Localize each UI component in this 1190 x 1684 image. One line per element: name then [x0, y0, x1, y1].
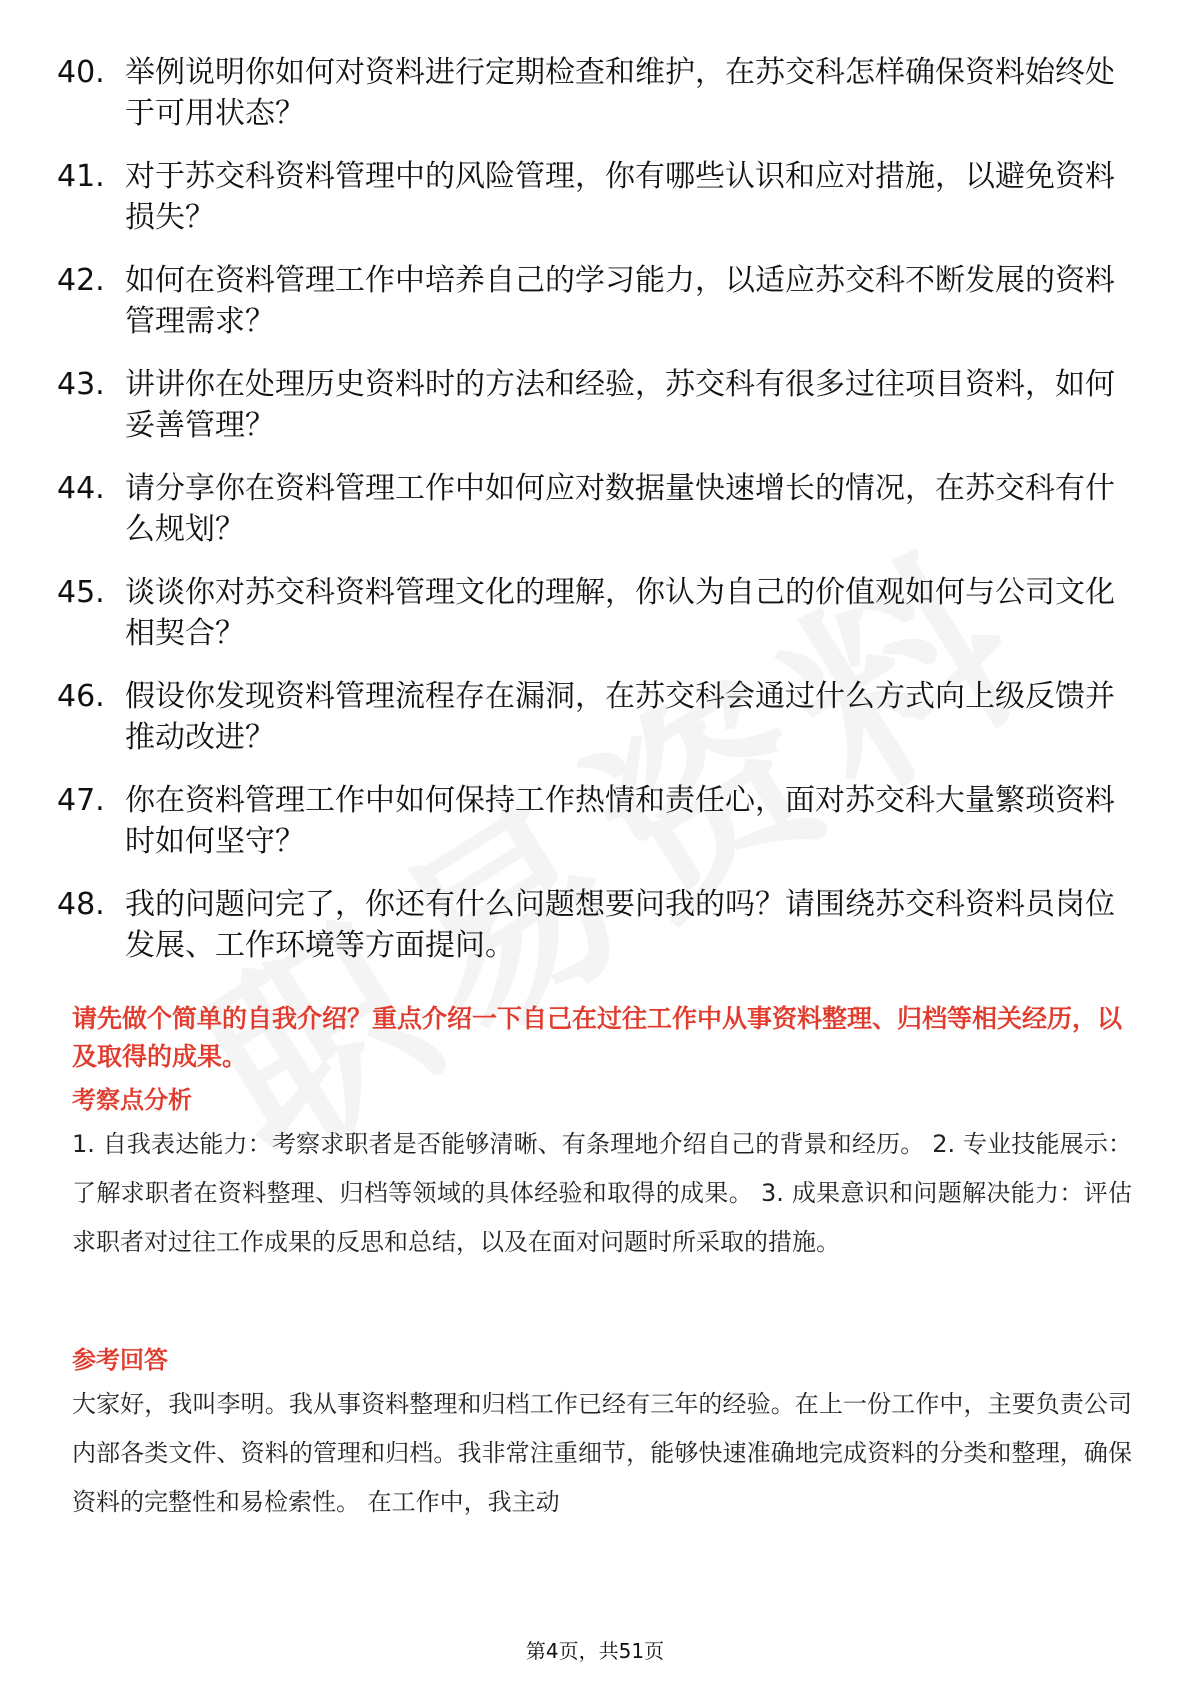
question-text: 举例说明你如何对资料进行定期检查和维护，在苏交科怎样确保资料始终处于可用状态？ [125, 55, 1115, 131]
question-number: 45. [57, 575, 105, 610]
list-item [57, 572, 1137, 654]
question-number: 43. [57, 367, 105, 402]
question-number: 42. [57, 263, 105, 298]
question-number: 41. [57, 159, 105, 194]
question-number: 47. [57, 783, 105, 818]
question-number: 46. [57, 679, 105, 714]
analysis-text: 1. 自我表达能力：考察求职者是否能够清晰、有条理地介绍自己的背景和经历。 2. 专业技能展示：了解求职者在资料整理、归档等领域的具体经验和取得的成果。 3. 成果意识和问题解决能力：评估求职者对过往工作成果的反思和总结，以及在面对问题时所采取的措施。 [72, 1130, 1132, 1256]
question-number: 48. [57, 887, 105, 922]
question-text: 如何在资料管理工作中培养自己的学习能力，以适应苏交科不断发展的资料管理需求？ [125, 263, 1115, 339]
question-text: 假设你发现资料管理流程存在漏洞，在苏交科会通过什么方式向上级反馈并推动改进？ [125, 679, 1115, 755]
question-text: 对于苏交科资料管理中的风险管理，你有哪些认识和应对措施，以避免资料损失？ [125, 159, 1115, 235]
question-list [57, 52, 1137, 966]
featured-question: 请先做个简单的自我介绍？重点介绍一下自己在过往工作中从事资料整理、归档等相关经历，以及取得的成果。 [72, 1004, 1123, 1071]
answer-text: 大家好，我叫李明。我从事资料整理和归档工作已经有三年的经验。在上一份工作中，主要负责公司内部各类文件、资料的管理和归档。我非常注重细节，能够快速准确地完成资料的分类和整理，确保资料的完整性和易检索性。 在工作中，我主动 [72, 1390, 1132, 1516]
list-item [57, 364, 1137, 446]
question-text: 你在资料管理工作中如何保持工作热情和责任心，面对苏交科大量繁琐资料时如何坚守？ [125, 783, 1115, 859]
question-text: 我的问题问完了，你还有什么问题想要问我的吗？请围绕苏交科资料员岗位发展、工作环境等方面提问。 [125, 887, 1115, 963]
page-number: 第4页，共51页 [525, 1639, 665, 1663]
answer-heading: 参考回答 [72, 1346, 168, 1374]
question-number: 40. [57, 55, 105, 90]
list-item [57, 780, 1137, 862]
question-text: 谈谈你对苏交科资料管理文化的理解，你认为自己的价值观如何与公司文化相契合？ [125, 575, 1115, 651]
list-item [57, 884, 1137, 966]
list-item [57, 52, 1137, 134]
list-item [57, 260, 1137, 342]
question-text: 请分享你在资料管理工作中如何应对数据量快速增长的情况，在苏交科有什么规划？ [125, 471, 1115, 547]
list-item [57, 156, 1137, 238]
list-item [57, 468, 1137, 550]
question-text: 讲讲你在处理历史资料时的方法和经验，苏交科有很多过往项目资料，如何妥善管理？ [125, 367, 1115, 443]
analysis-heading: 考察点分析 [72, 1086, 192, 1114]
list-item [57, 676, 1137, 758]
question-number: 44. [57, 471, 105, 506]
